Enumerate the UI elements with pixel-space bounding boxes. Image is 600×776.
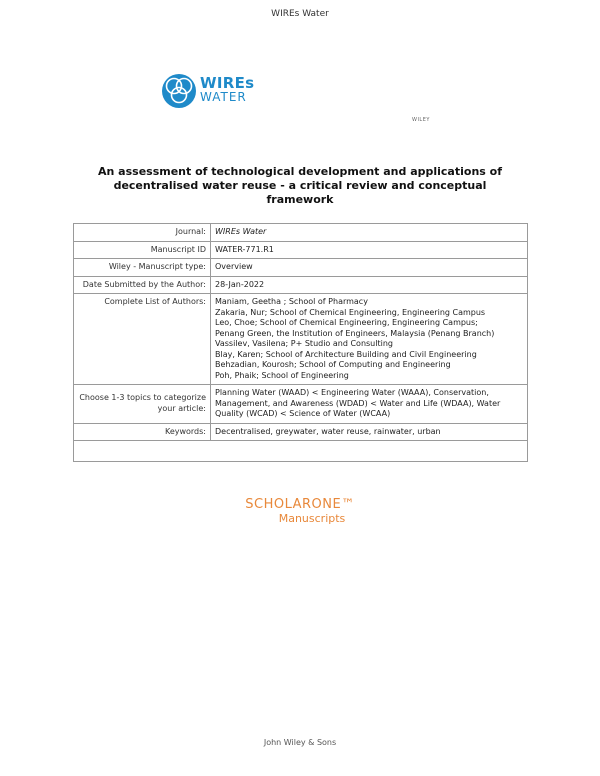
author-line: Behzadian, Kourosh; School of Computing and Engineering	[215, 360, 451, 369]
article-title: An assessment of technological development and applications of decentralised water reuse - a critical review and conceptual framework	[98, 165, 502, 206]
table-row	[74, 259, 528, 277]
author-line: Leo, Choe; School of Chemical Engineering, Engineering Campus;	[215, 318, 478, 327]
table-row	[74, 423, 528, 441]
table-row	[74, 241, 528, 259]
manuscript-type-label: Wiley - Manuscript type:	[74, 259, 211, 277]
logo-wires-text: WIREs	[200, 74, 255, 92]
manuscript-details-table	[73, 223, 528, 462]
wiley-mark: WILEY	[412, 117, 430, 123]
logo-water-text: WATER	[200, 90, 247, 104]
author-line: Zakaria, Nur; School of Chemical Engineering, Engineering Campus	[215, 307, 486, 317]
table-row-empty	[74, 441, 528, 462]
author-line: Penang Green, the Institution of Engineers, Malaysia (Penang Branch)	[215, 328, 495, 338]
table-row	[74, 294, 528, 385]
manuscripts-text: Manuscripts	[278, 512, 346, 525]
manuscript-type-value: Overview	[211, 259, 528, 277]
date-submitted-value: 28-Jan-2022	[211, 276, 528, 294]
authors-value	[211, 294, 528, 385]
page-footer: John Wiley & Sons	[263, 738, 337, 747]
topics-value: Planning Water (WAAD) < Engineering Water (WAAA), Conservation, Management, and Awareness (WDAD) < Water and Life (WDAA), Water Quality (WCAD) < Science of Water (WCAA)	[211, 385, 528, 424]
journal-value: WIREs Water	[211, 224, 528, 242]
author-line: Vassilev, Vasilena; P+ Studio and Consulting	[215, 339, 393, 348]
journal-label: Journal:	[74, 224, 211, 242]
manuscript-id-value: WATER-771.R1	[211, 241, 528, 259]
manuscript-id-label: Manuscript ID	[74, 241, 211, 259]
keywords-label: Keywords:	[74, 423, 211, 441]
wires-water-logo	[161, 73, 261, 109]
empty-cell	[74, 441, 528, 462]
scholarone-text: SCHOLARONE™	[245, 497, 355, 512]
table-row	[74, 385, 528, 424]
date-submitted-label: Date Submitted by the Author:	[74, 276, 211, 294]
keywords-value: Decentralised, greywater, water reuse, rainwater, urban	[211, 423, 528, 441]
authors-label: Complete List of Authors:	[74, 294, 211, 385]
globe-logo-icon	[161, 73, 197, 109]
table-row	[74, 276, 528, 294]
author-line: Maniam, Geetha ; School of Pharmacy	[215, 297, 368, 306]
table-row	[74, 224, 528, 242]
author-line: Poh, Phaik; School of Engineering	[215, 370, 349, 380]
scholarone-logo	[0, 497, 600, 525]
topics-label: Choose 1-3 topics to categorize your article:	[74, 385, 211, 424]
page-header: WIREs Water	[271, 9, 329, 19]
author-line: Blay, Karen; School of Architecture Building and Civil Engineering	[215, 349, 477, 359]
